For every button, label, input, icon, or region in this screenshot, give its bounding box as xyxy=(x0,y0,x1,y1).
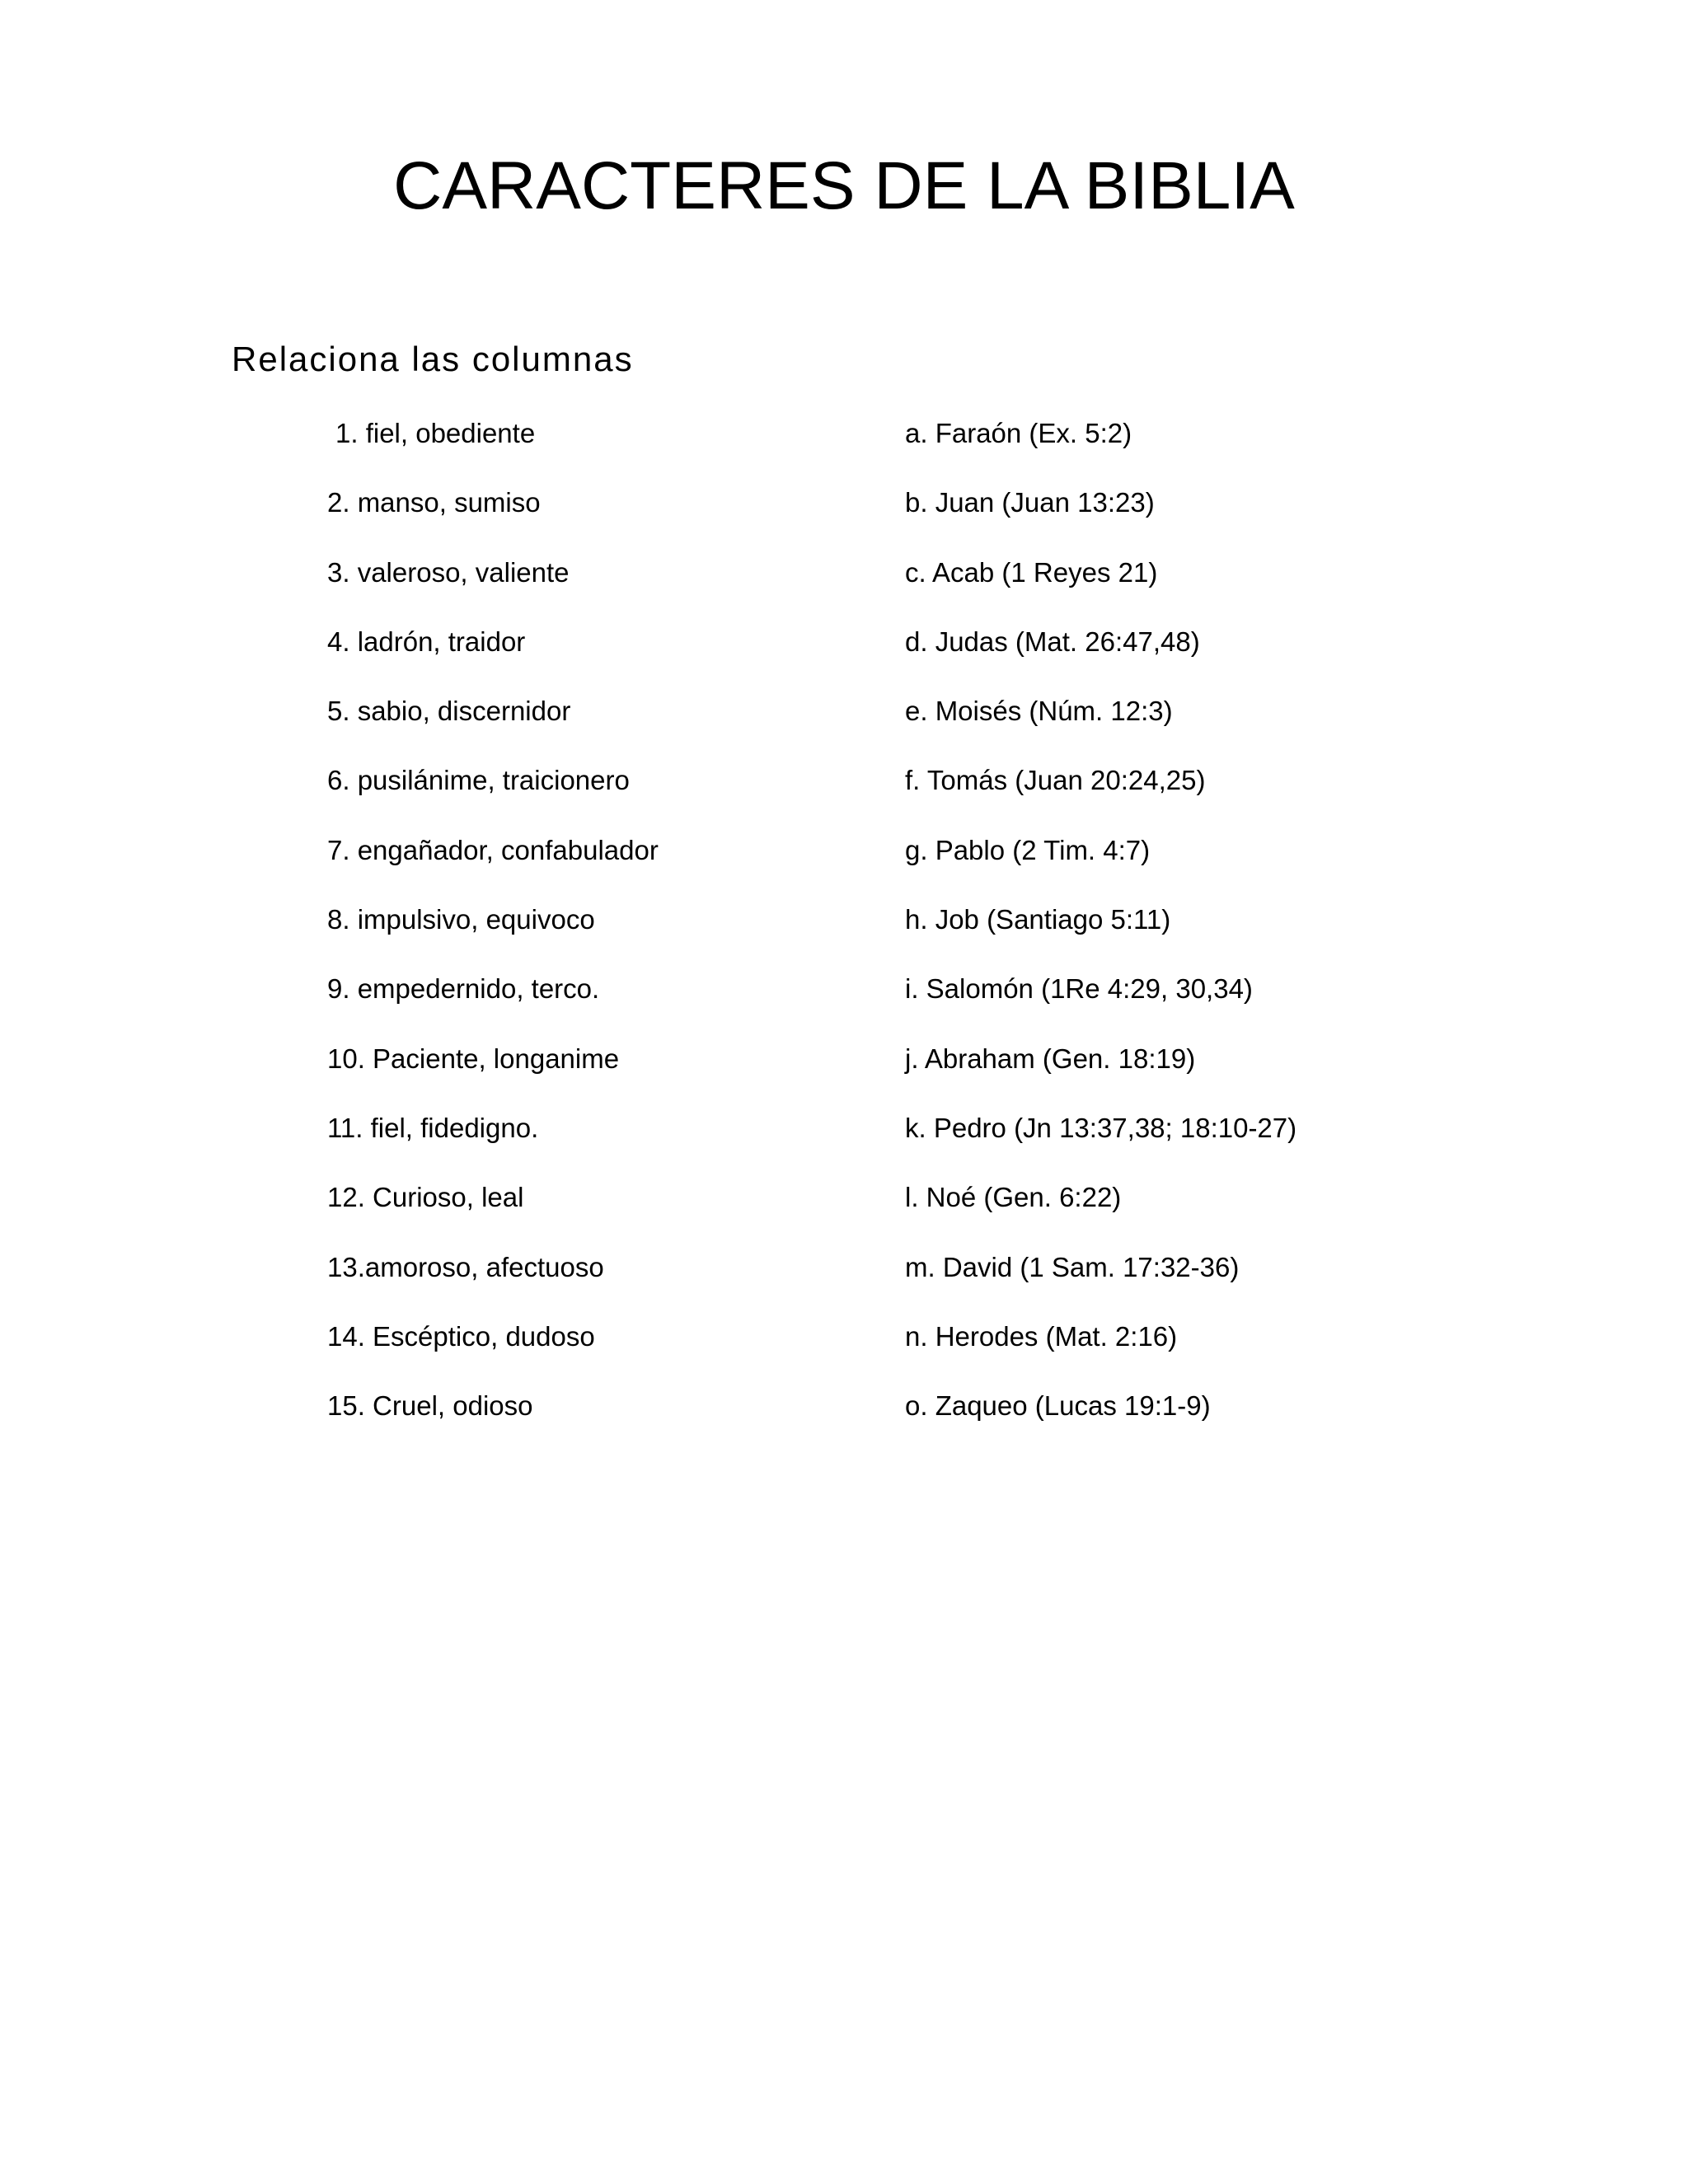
trait-item: 3. valeroso, valiente xyxy=(327,556,570,588)
character-item: b. Juan (Juan 13:23) xyxy=(905,487,1155,518)
trait-item: 2. manso, sumiso xyxy=(327,487,541,518)
character-item: e. Moisés (Núm. 12:3) xyxy=(905,696,1173,727)
trait-item: 14. Escéptico, dudoso xyxy=(327,1320,595,1352)
character-item: a. Faraón (Ex. 5:2) xyxy=(905,418,1132,448)
character-item: f. Tomás (Juan 20:24,25) xyxy=(905,765,1206,796)
character-item: n. Herodes (Mat. 2:16) xyxy=(905,1320,1178,1352)
trait-item: 5. sabio, discernidor xyxy=(327,696,571,727)
trait-item: 15. Cruel, odioso xyxy=(327,1390,533,1422)
traits-column xyxy=(327,412,855,1454)
page-title: CARACTERES DE LA BIBLIA xyxy=(393,148,1295,223)
character-item: l. Noé (Gen. 6:22) xyxy=(905,1182,1122,1213)
character-item: k. Pedro (Jn 13:37,38; 18:10-27) xyxy=(905,1112,1297,1143)
characters-column xyxy=(905,412,1482,1454)
trait-item: 13.amoroso, afectuoso xyxy=(327,1251,604,1282)
trait-item: 4. ladrón, traidor xyxy=(327,626,526,657)
trait-item: 10. Paciente, longanime xyxy=(327,1043,620,1074)
character-item: d. Judas (Mat. 26:47,48) xyxy=(905,626,1200,657)
trait-item: 6. pusilánime, traicionero xyxy=(327,765,630,796)
character-item: c. Acab (1 Reyes 21) xyxy=(905,556,1158,588)
instructions-heading: Relaciona las columnas xyxy=(232,340,634,378)
trait-item: 9. empedernido, terco. xyxy=(327,973,600,1005)
character-item: h. Job (Santiago 5:11) xyxy=(905,904,1171,935)
character-item: o. Zaqueo (Lucas 19:1-9) xyxy=(905,1390,1211,1422)
character-item: g. Pablo (2 Tim. 4:7) xyxy=(905,834,1151,865)
trait-item: 8. impulsivo, equivoco xyxy=(327,904,595,935)
trait-item: 11. fiel, fidedigno. xyxy=(327,1112,539,1143)
trait-item: 1. fiel, obediente xyxy=(335,418,536,448)
trait-item: 12. Curioso, leal xyxy=(327,1182,524,1213)
trait-item: 7. engañador, confabulador xyxy=(327,834,659,865)
character-item: m. David (1 Sam. 17:32-36) xyxy=(905,1251,1240,1282)
character-item: i. Salomón (1Re 4:29, 30,34) xyxy=(905,973,1253,1005)
character-item: j. Abraham (Gen. 18:19) xyxy=(905,1043,1196,1074)
